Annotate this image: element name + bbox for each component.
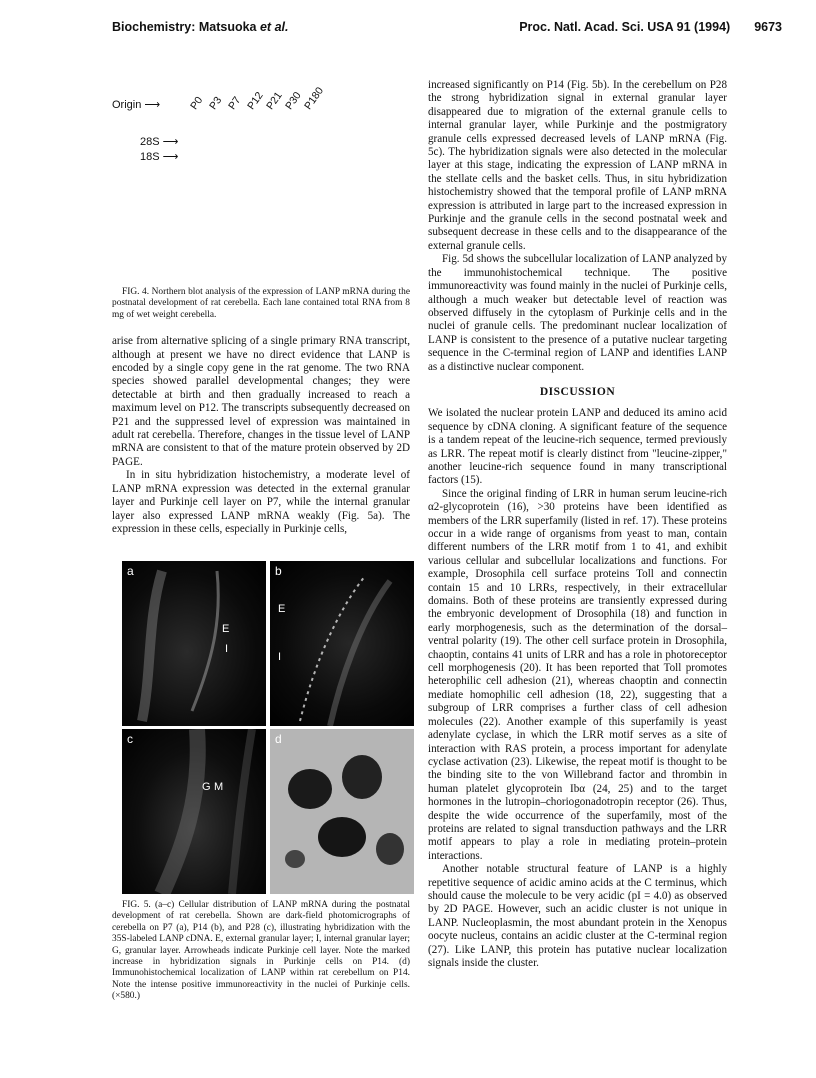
micrograph-a bbox=[122, 561, 266, 726]
left-paragraph-1: arise from alternative splicing of a single primary RNA transcript, although at present we have no direct evidence that LANP is encoded by a single copy gene in the rat genome. The two RNA species showed parallel developmental changes; they were detectable at birth and then gradually increased to reach a maximum level on P12. The transcripts subsequently decreased on P21 and the suppressed level of expression was maintained in adult rat cerebella. Therefore, changes in the tissue level of LANP mRNA are consistent to that of the mature protein observed by 2D PAGE. bbox=[112, 335, 410, 468]
panel-d-label: d bbox=[275, 732, 282, 746]
fig4-caption-text: FIG. 4. Northern blot analysis of the expression of LANP mRNA during the postnatal development of rat cerebella. Each lane contained total RNA from 8 mg of wet weight cerebella. bbox=[112, 287, 410, 320]
discussion-paragraph-1: We isolated the nuclear protein LANP and deduced its amino acid sequence by cDNA cloning. A significant feature of the sequence is a tandem repeat of the leucine-rich sequence, termed previously as LRR. The repeat motif is clearly distinct from "leucine-zipper," another leucine-rich sequence found in many transcriptional factors (15). bbox=[428, 407, 727, 487]
left-column bbox=[112, 287, 410, 536]
marker-18s bbox=[140, 150, 178, 163]
lane-label: P30 bbox=[283, 89, 304, 112]
fig5-panels bbox=[122, 561, 414, 895]
running-header-left bbox=[112, 20, 288, 34]
fig5-caption bbox=[112, 900, 410, 1003]
lane-label: P7 bbox=[226, 94, 244, 112]
header-etal: et al. bbox=[259, 20, 289, 34]
lane-label: P0 bbox=[188, 94, 206, 112]
marker-28s-label: 28S bbox=[140, 136, 160, 148]
arrow-right-icon: ⟶ bbox=[162, 136, 179, 148]
header-authors: Matsuoka bbox=[198, 20, 257, 34]
origin-marker bbox=[112, 98, 160, 111]
fig4-caption bbox=[112, 287, 410, 321]
discussion-paragraph-2: Since the original finding of LRR in human serum leucine-rich α2-glycoprotein (16), >30 proteins have been identified as members of the LRR superfamily (listed in ref. 17). These proteins occur in a wide range of organisms from yeast to man, contain different numbers of the LRR motif from 1 to 41, and exhibit various cellular and subcellular localizations and functions. For example, Drosophila cell surface proteins Toll and connectin contain 15 and 10 LRRs, respectively, in their extracellular domains. Both of these proteins are transiently expressed during the embryonic development of Drosophila (18) and function in early morphogenesis, such as the determination of the dorsal–ventral polarity (19). The other cell surface protein in Drosophila, chaoptin, contains 41 units of LRR and has a role in photoreceptor cell morphogenesis (20). It has been reported that Toll promotes heterophilic cell adhesion (21), whereas chaoptin and connectin mediate homophilic cell adhesion (18, 22), suggesting that a subgroup of LRR comprises a further class of cell adhesion molecules (22). Another example of this superfamily is yeast adenylate cyclase, in which the LRR motif serves as a site of interaction with RAS protein, a process important for adenylate cyclase activation (23). Likewise, the repeat motif is thought to be the binding site to the von Willebrand factor and thrombin in human platelet glycoprotein Ibα (24, 25) and to the target hormones in the lutropin–choriogonadotropin receptor (26). Thus, despite the wide occurrence of the superfamily, most of the proteins are related to signal transduction pathways and the LRR motif appears to play a role in mediating protein–protein interactions. bbox=[428, 487, 727, 862]
lane-label: P21 bbox=[264, 89, 285, 112]
right-paragraph-1: increased significantly on P14 (Fig. 5b). In the cerebellum on P28 the strong hybridization signal in external granular layer disappeared due to migration of the external granule cells to internal granular layer, while Purkinje and the postmigratory granule cells expressed decreased levels of LANP mRNA (Fig. 5c). The hybridization signals were also detected in the molecular layer at this stage, indicating the expression of LANP mRNA in the stellate cells and the basket cells. Thus, in situ hybridization histochemistry showed that the temporal profile of LANP mRNA expression is attributed in large part to the increased expression in Purkinje and the granule cells in the second postnatal week and subsequent decrease in these cells and to the disappearance of the external granule cells. bbox=[428, 79, 727, 252]
micrograph-b bbox=[270, 561, 414, 726]
panel-a-tag-e: E bbox=[222, 623, 230, 635]
discussion-paragraph-3: Another notable structural feature of LANP is a highly repetitive sequence of acidic amino acids at the C terminus, which should cause the molecule to be very acidic (pI = 4.0) as observed by 2D PAGE. However, such an acidic cluster is not unique in LANP. Nucleoplasmin, the most abundant protein in the Xenopus oocyte nucleus, contains an acidic cluster at the C-terminal region (27). Like LANP, this protein has putative nuclear localization signals inside the cluster. bbox=[428, 863, 727, 969]
panel-c-tag-m: M bbox=[214, 781, 224, 793]
panel-b-label: b bbox=[275, 564, 282, 578]
left-paragraph-2: In in situ hybridization histochemistry, a moderate level of LANP mRNA expression was detected in the external granular layer and Purkinje cell layer on P7, while the internal granular layer also expressed LANP mRNA weakly (Fig. 5a). The expression in these cells, especially in Purkinje cells, bbox=[112, 469, 410, 535]
lane-label: P12 bbox=[245, 89, 266, 112]
panel-a-label: a bbox=[127, 564, 134, 578]
fig5-panel-b bbox=[270, 561, 414, 726]
panel-b-tag-e: E bbox=[278, 603, 286, 615]
panel-b-tag-i: I bbox=[278, 651, 282, 663]
panel-a-tag-i: I bbox=[225, 643, 229, 655]
fig5-panel-d bbox=[270, 729, 414, 894]
fig5-panel-a bbox=[122, 561, 266, 726]
fig5-caption-text: FIG. 5. (a–c) Cellular distribution of LANP mRNA during the postnatal development of rat cerebella. Shown are dark-field photomicrographs of cerebella on P7 (a), P14 (b), and P28 (c), illustrating hybridization with the 35S-labeled LANP cDNA. E, external granular layer; I, internal granular layer; G, granular layer. Arrowheads indicate Purkinje cell layer. Note the marked increase in hybridization signals in Purkinje cells on P14. (d) Immunohistochemical localization of LANP within rat cerebellum on P14. Note the intense positive immunoreactivity in the nuclei of Purkinje cells. (×580.) bbox=[112, 900, 410, 1002]
journal-citation: Proc. Natl. Acad. Sci. USA 91 (1994) bbox=[519, 20, 731, 34]
right-column bbox=[428, 79, 727, 970]
panel-c-tag-g: G bbox=[202, 781, 211, 793]
fig5-panel-c bbox=[122, 729, 266, 894]
panel-c-label: c bbox=[127, 732, 133, 746]
micrograph-d bbox=[270, 729, 414, 894]
origin-label: Origin bbox=[112, 99, 142, 111]
lane-label: P180 bbox=[302, 85, 327, 112]
arrow-right-icon: ⟶ bbox=[144, 99, 161, 111]
northern-blot-figure bbox=[112, 76, 422, 286]
page-number: 9673 bbox=[754, 20, 782, 34]
marker-28s bbox=[140, 135, 178, 148]
section-heading-discussion: DISCUSSION bbox=[539, 385, 616, 398]
running-header-right bbox=[519, 20, 782, 34]
arrow-right-icon: ⟶ bbox=[162, 151, 179, 163]
lane-label: P3 bbox=[207, 94, 225, 112]
marker-18s-label: 18S bbox=[140, 151, 160, 163]
micrograph-c bbox=[122, 729, 266, 894]
right-paragraph-2: Fig. 5d shows the subcellular localization of LANP analyzed by the immunohistochemical technique. The positive immunoreactivity was found mainly in the nuclei of Purkinje cells, although a much weaker but detectable level of reaction was observed diffusely in the cytoplasm of Purkinje cells and in the nuclei of granule cells. The predominant nuclear localization of LANP is consistent to the presence of a putative nuclear targeting sequence in the C-terminal region of LANP and identifies LANP as a distinctive nuclear component. bbox=[428, 253, 727, 373]
journal-section: Biochemistry: bbox=[112, 20, 196, 34]
